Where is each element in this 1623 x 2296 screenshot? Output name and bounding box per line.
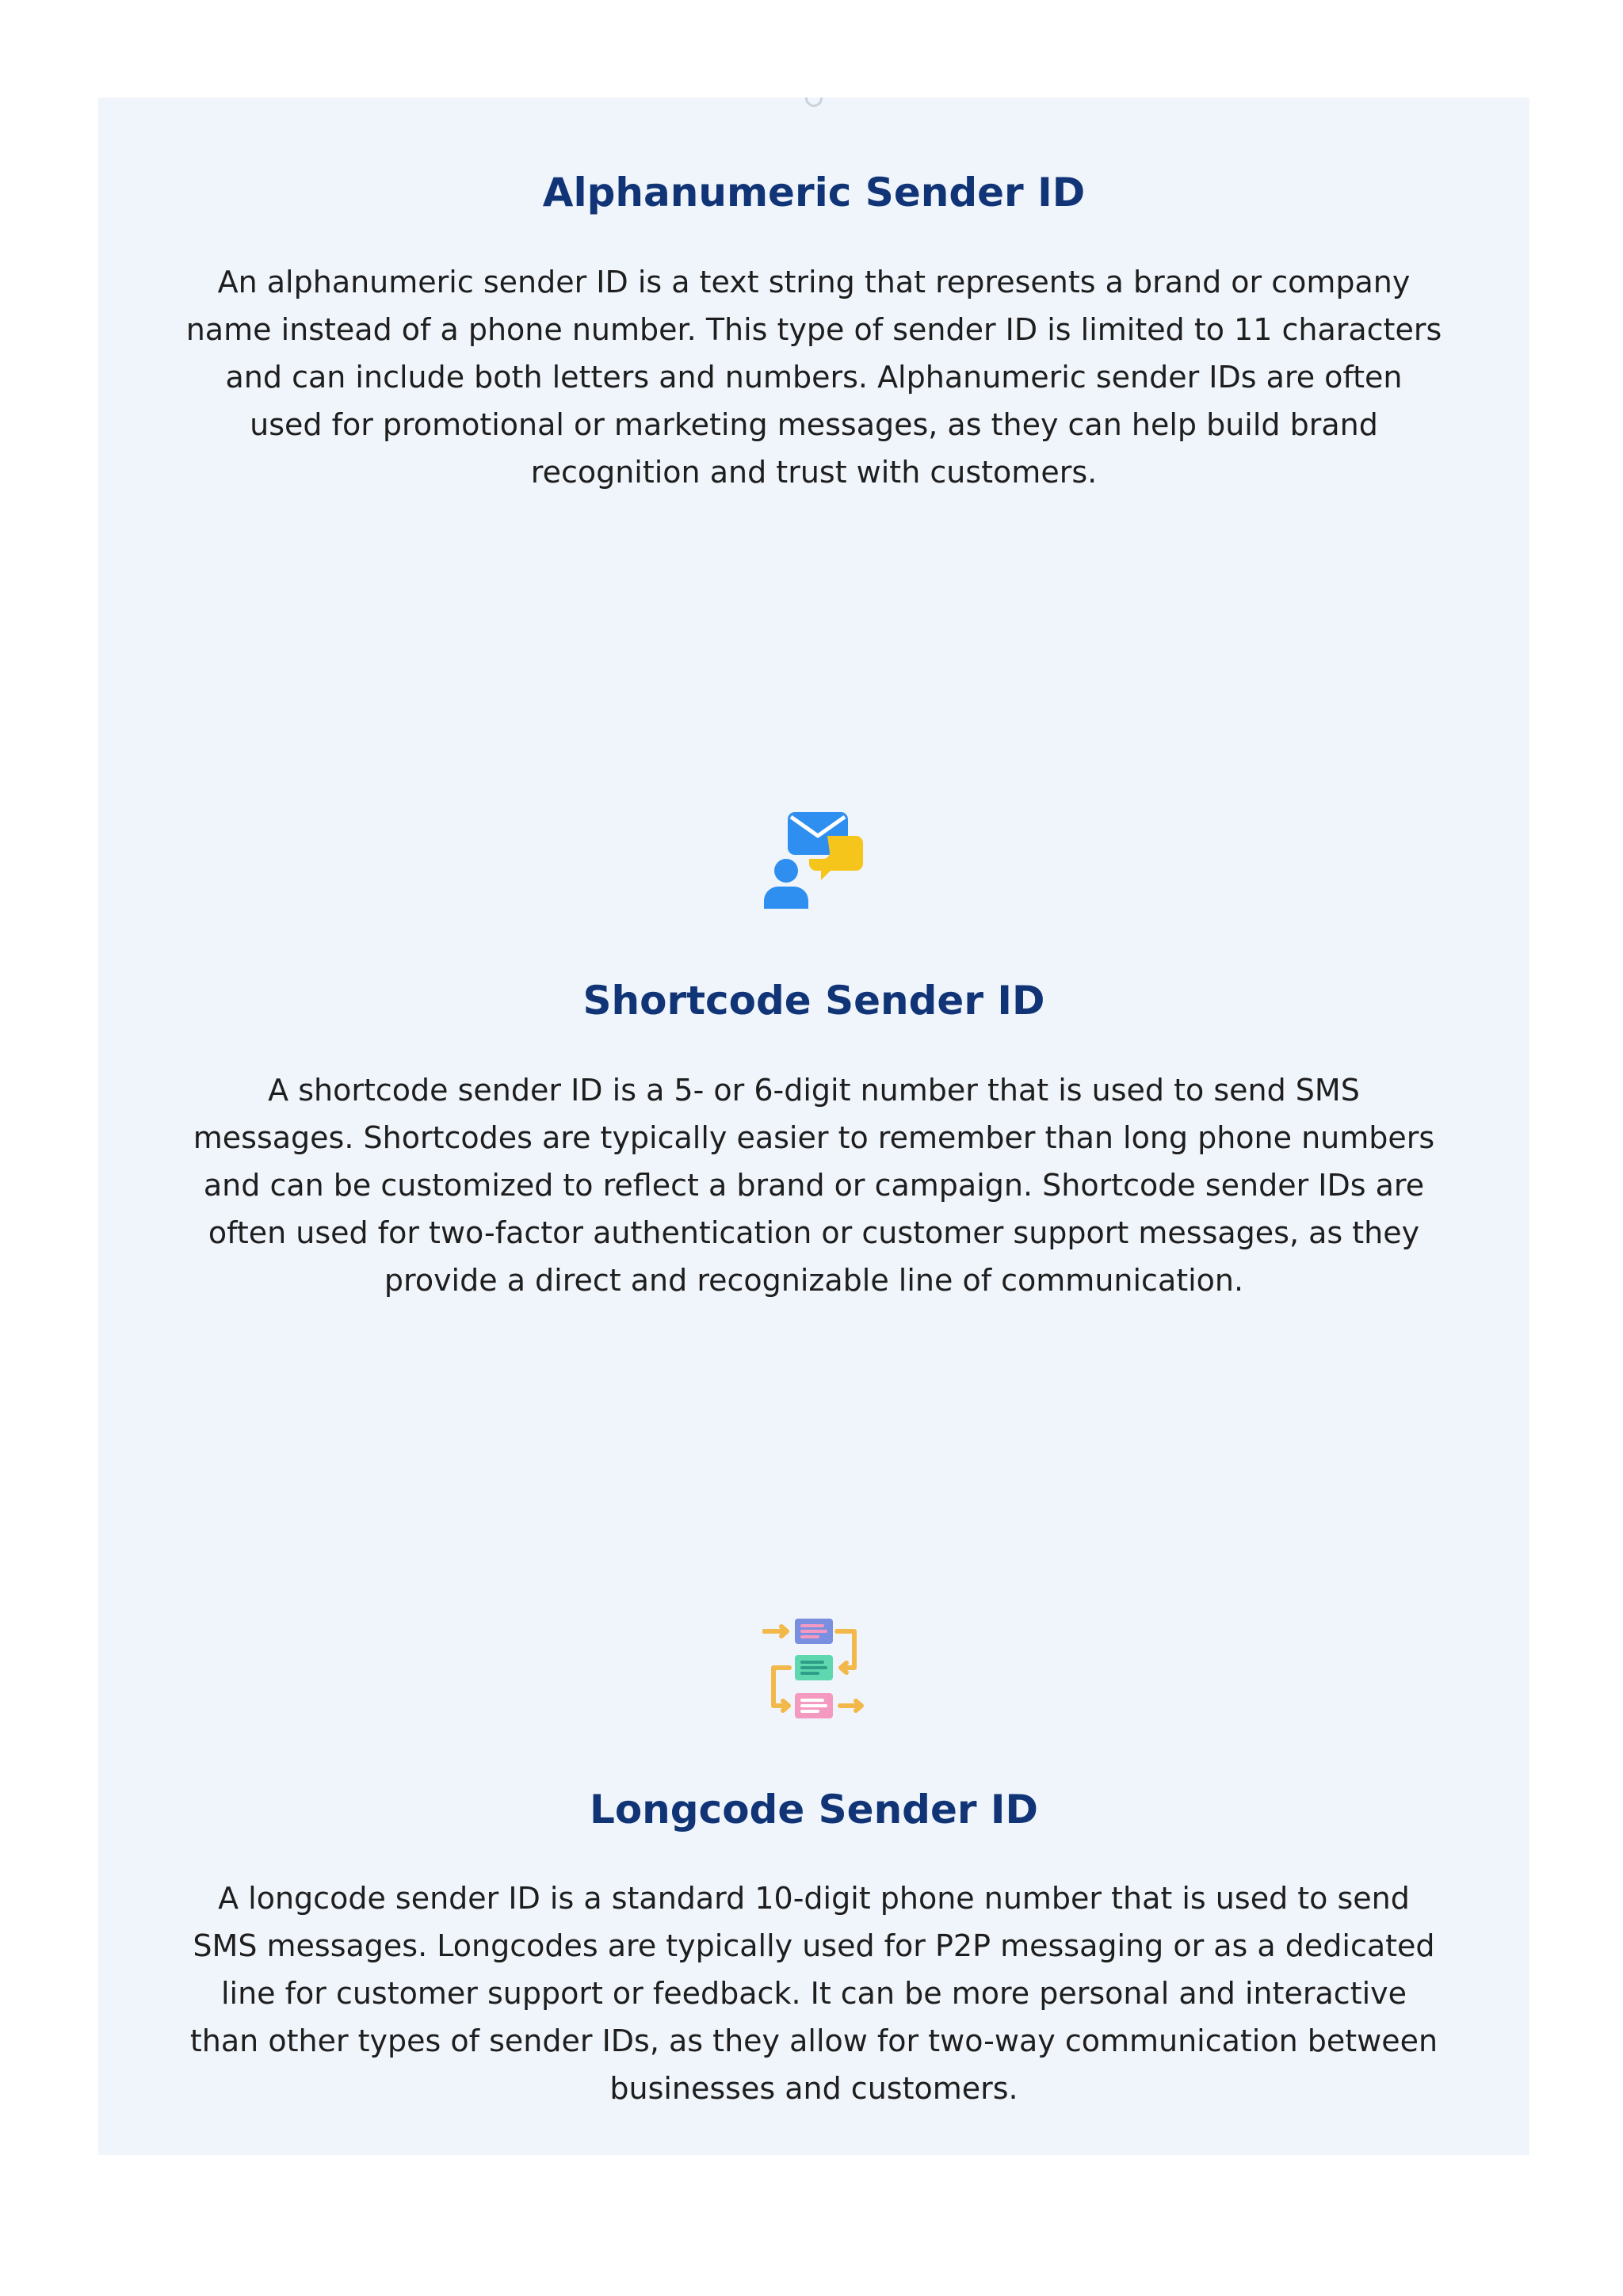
user-chat-message-icon xyxy=(762,809,865,912)
top-decoration xyxy=(805,97,823,107)
alphanumeric-title: Alphanumeric Sender ID xyxy=(542,170,1086,215)
sender-id-panel xyxy=(98,97,1529,2155)
longcode-description: A longcode sender ID is a standard 10-digit phone number that is used to send SMS messages. Longcodes are typically used for P2P messaging or as a dedicated line for customer support or feedback. It can be more personal and interactive than other types of sender IDs, as they allow for two-way communication between businesses and customers. xyxy=(189,1881,1438,2106)
shortcode-title: Shortcode Sender ID xyxy=(582,978,1045,1024)
shortcode-description: A shortcode sender ID is a 5- or 6-digit number that is used to send SMS messages. Shortcodes are typically easier to remember than long phone numbers and can be customized to reflect a brand or campaign. Shortcode sender IDs are often used for two-factor authentication or customer support messages, as they provide a direct and recognizable line of communication. xyxy=(193,1073,1435,1298)
longcode-title: Longcode Sender ID xyxy=(589,1787,1039,1833)
message-flow-icon xyxy=(762,1617,865,1720)
alphanumeric-description: An alphanumeric sender ID is a text string that represents a brand or company name instead of a phone number. This type of sender ID is limited to 11 characters and can include both letters and numbers. Alphanumeric sender IDs are often used for promotional or marketing messages, as they can help build brand recognition and trust with customers. xyxy=(185,265,1442,490)
